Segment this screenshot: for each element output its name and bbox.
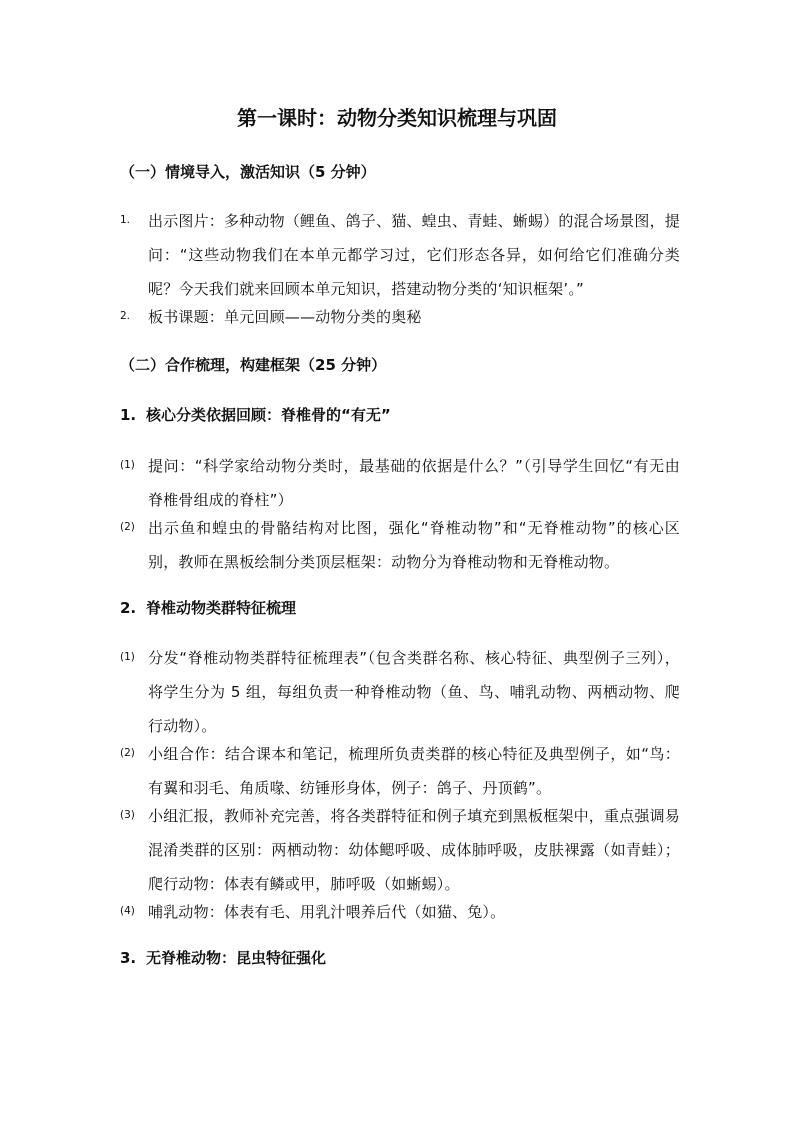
list-item [120,511,680,579]
subheading-title: 核心分类依据回顾：脊椎骨的“有无” [146,406,391,424]
list-item-text: 小组汇报，教师补充完善，将各类群特征和例子填充到黑板框架中，重点强调易混淆类群的区别：两栖动物：幼体鳃呼吸、成体肺呼吸，皮肤裸露（如青蛙）；爬行动物：体表有鳞或甲，肺呼吸（如蜥蜴）。 [148,807,681,893]
list-item [120,895,680,929]
list-item-text: 分发“脊椎动物类群特征梳理表”（包含类群名称、核心特征、典型例子三列），将学生分为 5 组，每组负责一种脊椎动物（鱼、鸟、哺乳动物、两栖动物、爬行动物）。 [148,649,680,735]
list-marker: 1. [120,214,131,226]
list-item [120,204,680,306]
list-marker: (3) [120,809,135,821]
subheading-number: 1. [120,406,137,424]
list-item [120,737,680,805]
section-heading-intro: （一）情境导入，激活知识（5 分钟） [120,163,376,181]
section-heading-framework: （二）合作梳理，构建框架（25 分钟） [120,356,387,374]
subheading-invertebrate-insects [120,946,326,970]
subheading-vertebrate-groups [120,596,296,620]
subheading-number: 3. [120,949,137,967]
list-item-text: 小组合作：结合课本和笔记，梳理所负责类群的核心特征及典型例子，如“鸟：有翼和羽毛、角质喙、纺锤形身体，例子：鸽子、丹顶鹤”。 [148,745,680,797]
list-marker: (2) [120,747,135,759]
list-item [120,799,680,901]
subheading-number: 2. [120,599,137,617]
list-item [120,641,680,743]
list-marker: (2) [120,521,135,533]
list-item-text: 提问：“科学家给动物分类时，最基础的依据是什么？”（引导学生回忆“有无由脊椎骨组成的脊柱”） [148,457,680,509]
list-item-text: 哺乳动物：体表有毛、用乳汁喂养后代（如猫、兔）。 [148,903,506,921]
list-item-text: 出示鱼和蝗虫的骨骼结构对比图，强化“脊椎动物”和“无脊椎动物”的核心区别，教师在黑板绘制分类顶层框架：动物分为脊椎动物和无脊椎动物。 [148,519,680,571]
subheading-classification-basis [120,403,391,427]
list-marker: (1) [120,459,135,471]
list-item-text: 出示图片：多种动物（鲤鱼、鸽子、猫、蝗虫、青蛙、蜥蜴）的混合场景图，提问：“这些动物我们在本单元都学习过，它们形态各异，如何给它们准确分类呢？今天我们就来回顾本单元知识，搭建动物分类的‘知识框架’。” [148,212,681,298]
list-marker: (4) [120,905,135,917]
list-item [120,300,680,334]
document-title: 第一课时：动物分类知识梳理与巩固 [237,106,557,130]
list-marker: (1) [120,651,135,663]
list-item-text: 板书课题：单元回顾——动物分类的奥秘 [148,308,422,326]
list-item [120,449,680,517]
subheading-title: 脊椎动物类群特征梳理 [146,599,297,617]
list-marker: 2. [120,310,131,322]
subheading-title: 无脊椎动物：昆虫特征强化 [146,949,327,967]
